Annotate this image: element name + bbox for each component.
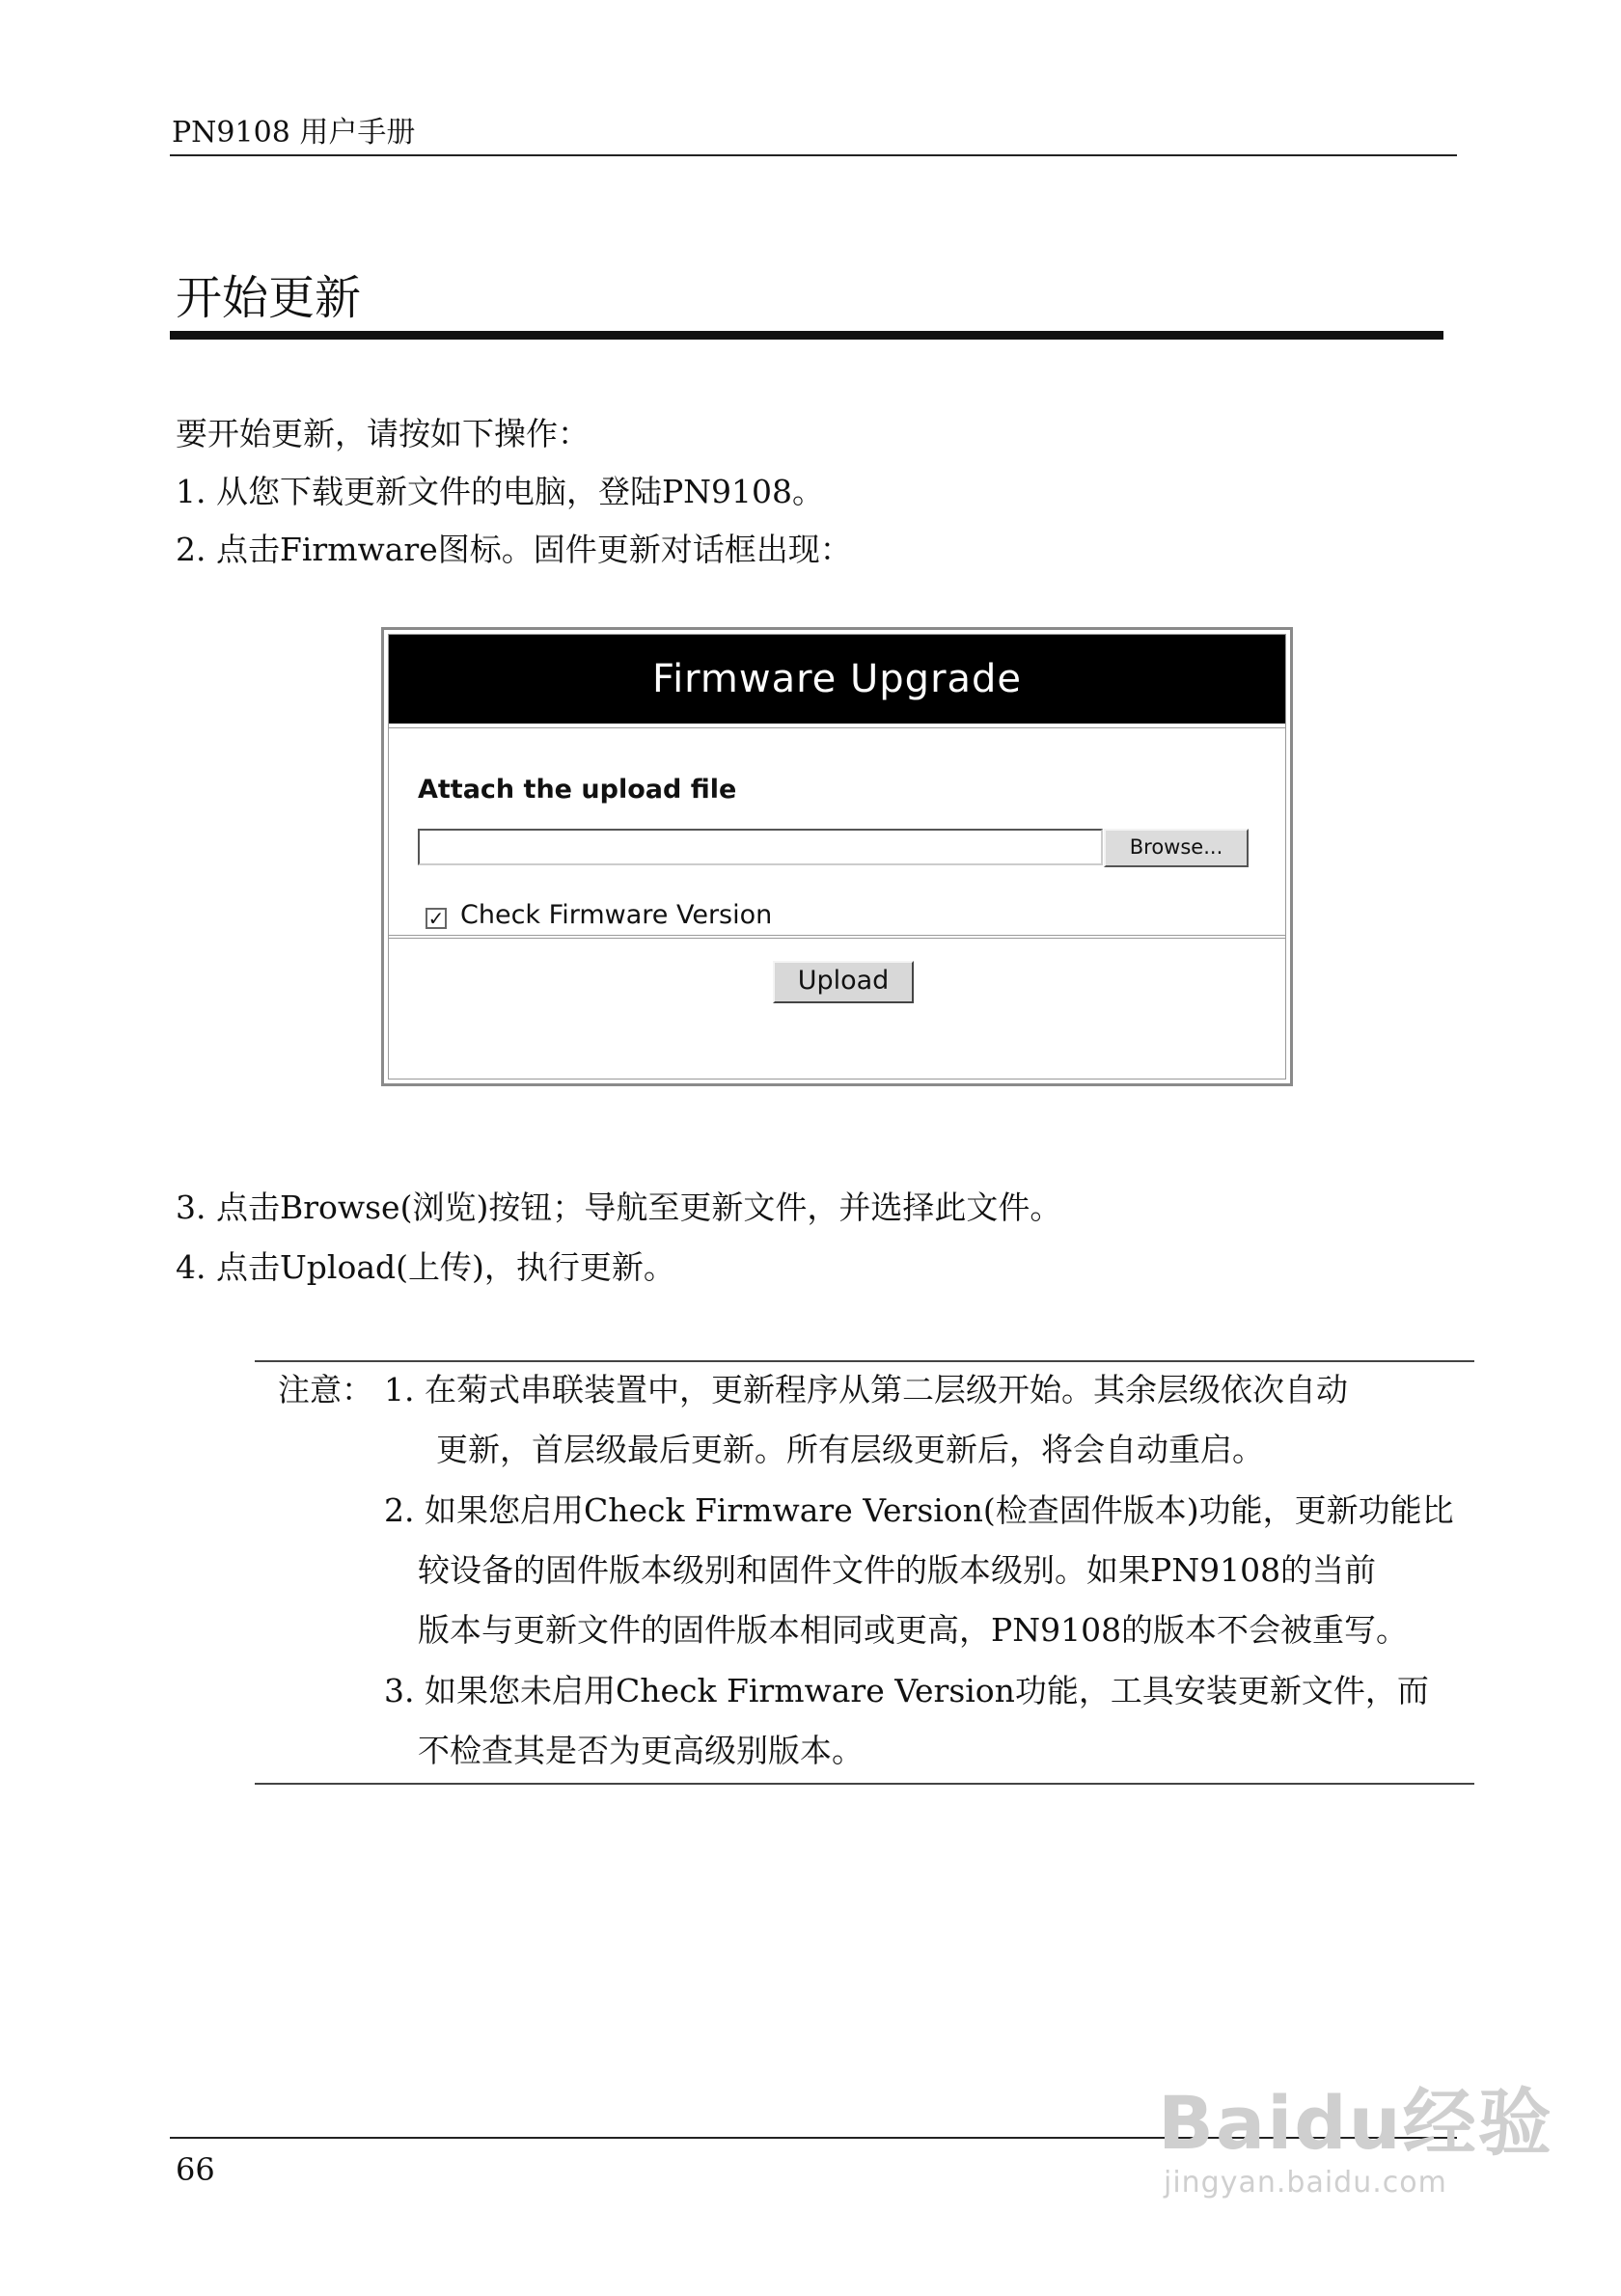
step-2: 2. 点击Firmware图标。固件更新对话框出现：: [176, 531, 852, 568]
intro-text: 要开始更新，请按如下操作：: [176, 415, 590, 452]
dialog-footer: [389, 938, 1285, 1079]
step-4: 4. 点击Upload(上传)，执行更新。: [176, 1248, 675, 1286]
step-3: 3. 点击Browse(浏览)按钮；导航至更新文件，并选择此文件。: [176, 1189, 1062, 1226]
firmware-upgrade-dialog: [381, 627, 1293, 1086]
attach-file-label: Attach the upload file: [418, 775, 737, 805]
check-firmware-version-checkbox[interactable]: ✓: [426, 908, 447, 929]
manual-header: PN9108 用户手册: [172, 116, 416, 150]
title-underline: [170, 331, 1443, 340]
note-line: 不检查其是否为更高级别版本。: [418, 1732, 864, 1769]
watermark-url: jingyan.baidu.com: [1164, 2166, 1447, 2200]
note-line: 3. 如果您未启用Check Firmware Version功能，工具安装更新文件，而: [384, 1672, 1429, 1709]
note-top-divider: [255, 1360, 1474, 1362]
upload-button[interactable]: Upload: [773, 961, 914, 1003]
check-firmware-version-label: Check Firmware Version: [460, 900, 773, 930]
watermark-logo-text: Baidu经验: [1158, 2080, 1553, 2166]
dialog-title: Firmware Upgrade: [389, 635, 1285, 724]
note-line: 较设备的固件版本级别和固件文件的版本级别。如果PN9108的当前: [418, 1551, 1377, 1589]
note-line: 2. 如果您启用Check Firmware Version(检查固件版本)功能，更新功能比: [384, 1491, 1454, 1529]
step-1: 1. 从您下载更新文件的电脑，登陆PN9108。: [176, 473, 825, 510]
note-bottom-divider: [255, 1783, 1474, 1785]
section-title: 开始更新: [176, 271, 362, 325]
note-line: 版本与更新文件的固件版本相同或更高，PN9108的版本不会被重写。: [418, 1611, 1409, 1649]
note-label: 注意：: [278, 1371, 373, 1408]
baidu-watermark: [1158, 2064, 1553, 2200]
upload-file-input[interactable]: [418, 829, 1103, 865]
note-line: 更新，首层级最后更新。所有层级更新后，将会自动重启。: [436, 1431, 1264, 1468]
check-firmware-version-option[interactable]: [426, 900, 772, 930]
browse-button[interactable]: Browse...: [1104, 829, 1249, 867]
note-line: 1. 在菊式串联装置中，更新程序从第二层级开始。其余层级依次自动: [384, 1371, 1348, 1408]
dialog-body: [389, 727, 1285, 936]
header-divider: [170, 154, 1457, 156]
page-number: 66: [176, 2151, 215, 2188]
